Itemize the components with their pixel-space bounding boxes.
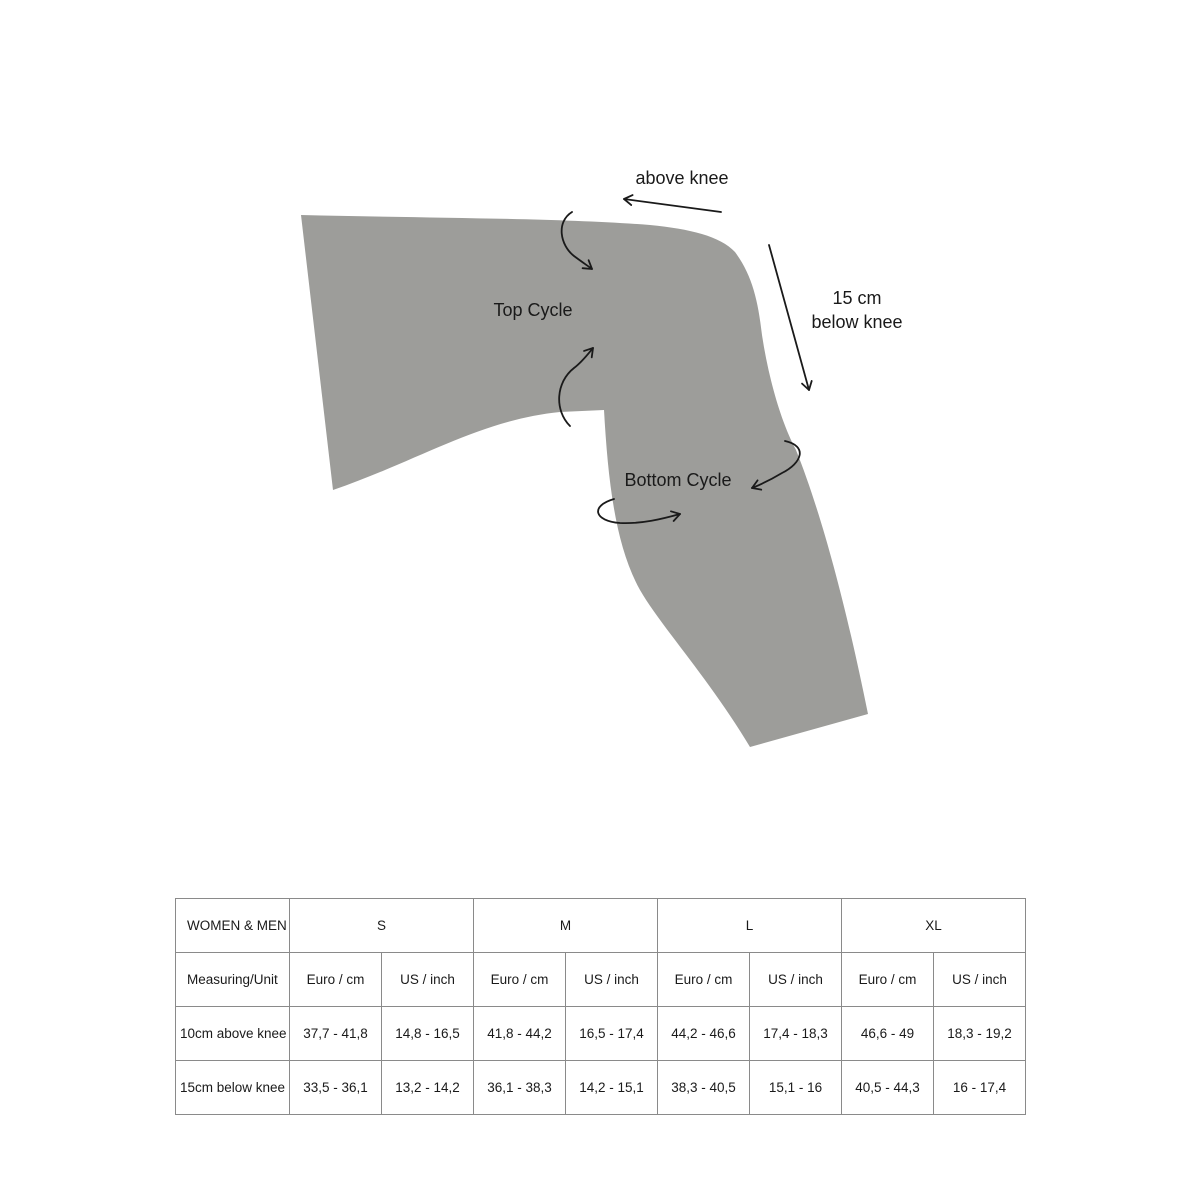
value-cell: 13,2 - 14,2 [382, 1061, 474, 1115]
size-header-row [176, 899, 1026, 953]
value-cell: 16,5 - 17,4 [566, 1007, 658, 1061]
value-cell: 38,3 - 40,5 [658, 1061, 750, 1115]
value-cell: 18,3 - 19,2 [934, 1007, 1026, 1061]
unit-cell: Euro / cm [658, 953, 750, 1007]
unit-cell: Euro / cm [474, 953, 566, 1007]
unit-cell: US / inch [934, 953, 1026, 1007]
size-chart-table [175, 898, 1026, 1115]
top-cycle-label: Top Cycle [493, 300, 573, 320]
value-cell: 33,5 - 36,1 [290, 1061, 382, 1115]
corner-label: WOMEN & MEN [176, 899, 290, 953]
unit-cell: US / inch [750, 953, 842, 1007]
unit-cell: US / inch [382, 953, 474, 1007]
value-cell: 44,2 - 46,6 [658, 1007, 750, 1061]
row-label: 10cm above knee [176, 1007, 290, 1061]
value-cell: 40,5 - 44,3 [842, 1061, 934, 1115]
unit-header-row [176, 953, 1026, 1007]
value-cell: 15,1 - 16 [750, 1061, 842, 1115]
unit-cell: Euro / cm [842, 953, 934, 1007]
value-cell: 14,2 - 15,1 [566, 1061, 658, 1115]
table-row-below-knee [176, 1061, 1026, 1115]
above-knee-arrow [624, 199, 721, 212]
size-l-header: L [658, 899, 842, 953]
unit-row-label: Measuring/Unit [176, 953, 290, 1007]
value-cell: 16 - 17,4 [934, 1061, 1026, 1115]
size-xl-header: XL [842, 899, 1026, 953]
below-knee-label-line1: 15 cm [832, 288, 882, 308]
size-m-header: M [474, 899, 658, 953]
unit-cell: Euro / cm [290, 953, 382, 1007]
value-cell: 36,1 - 38,3 [474, 1061, 566, 1115]
unit-cell: US / inch [566, 953, 658, 1007]
row-label: 15cm below knee [176, 1061, 290, 1115]
value-cell: 46,6 - 49 [842, 1007, 934, 1061]
below-knee-arrow [769, 245, 809, 390]
size-s-header: S [290, 899, 474, 953]
above-knee-label: above knee [635, 168, 729, 188]
value-cell: 14,8 - 16,5 [382, 1007, 474, 1061]
bottom-cycle-label: Bottom Cycle [624, 470, 732, 490]
value-cell: 17,4 - 18,3 [750, 1007, 842, 1061]
value-cell: 41,8 - 44,2 [474, 1007, 566, 1061]
below-knee-label-line2: below knee [811, 312, 903, 332]
value-cell: 37,7 - 41,8 [290, 1007, 382, 1061]
table-row-above-knee [176, 1007, 1026, 1061]
